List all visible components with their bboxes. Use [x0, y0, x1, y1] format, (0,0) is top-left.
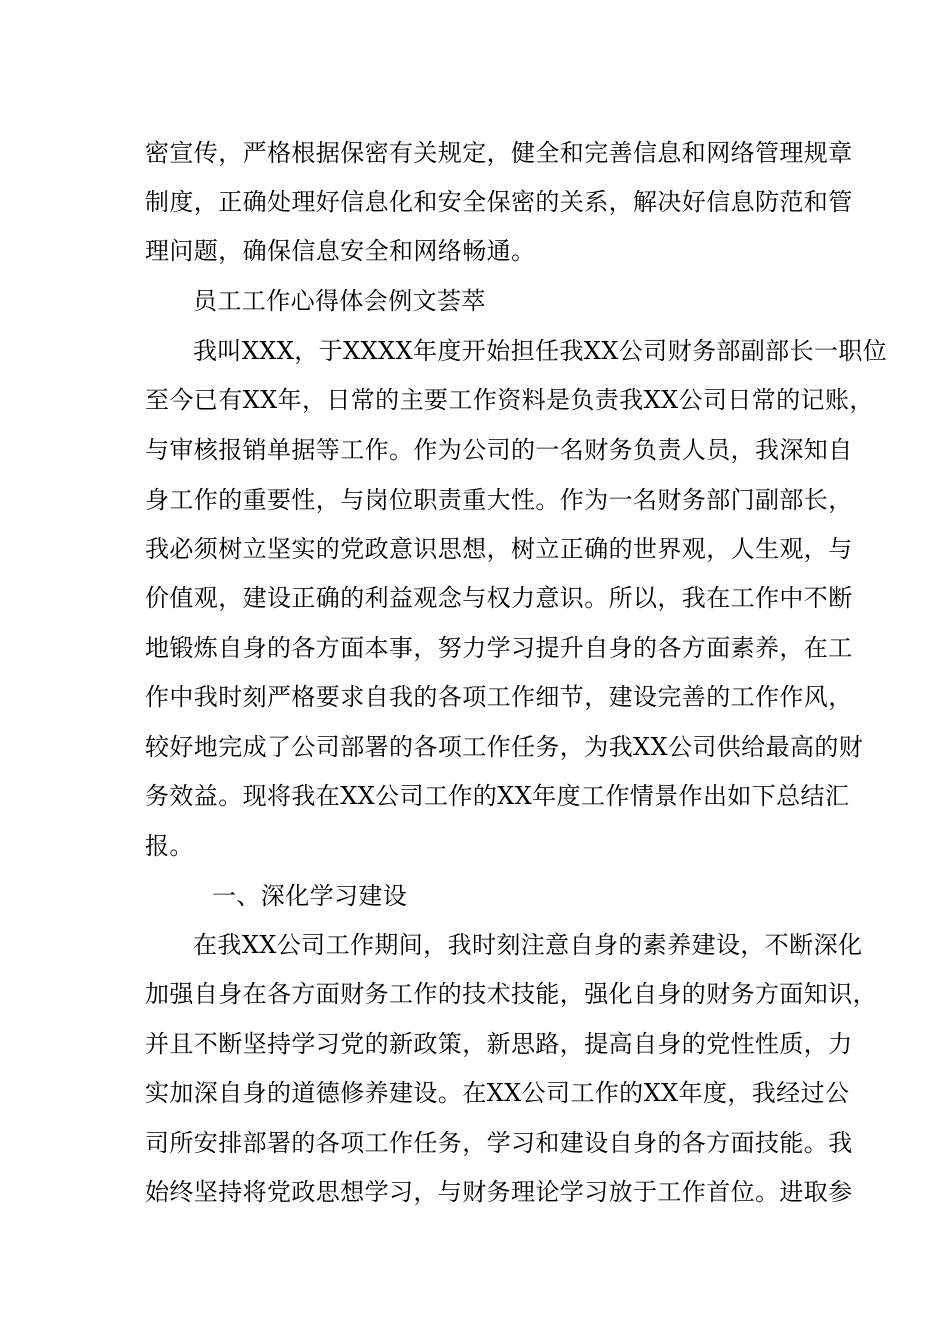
text-line: 身工作的重要性，与岗位职责重大性。作为一名财务部门副部长， [145, 486, 853, 514]
text-line: 在我XX公司工作期间，我时刻注意自身的素养建设，不断深化 [193, 931, 863, 959]
text-line: 地锻炼自身的各方面本事，努力学习提升自身的各方面素养，在工 [145, 634, 853, 662]
text-line: 司所安排部署的各项工作任务，学习和建设自身的各方面技能。我 [145, 1129, 853, 1157]
text-line: 我必须树立坚实的党政意识思想，树立正确的世界观，人生观，与 [145, 535, 853, 563]
text-line: 务效益。现将我在XX公司工作的XX年度工作情景作出如下总结汇 [145, 782, 850, 810]
text-line: 加强自身在各方面财务工作的技术技能，强化自身的财务方面知识， [145, 980, 877, 1008]
text-line: 至今已有XX年，日常的主要工作资料是负责我XX公司日常的记账， [145, 386, 874, 414]
text-line: 报。 [145, 832, 194, 860]
text-line: 密宣传，严格根据保密有关规定，健全和完善信息和网络管理规章 [145, 139, 853, 167]
text-line: 与审核报销单据等工作。作为公司的一名财务负责人员，我深知自 [145, 436, 853, 464]
text-line: 我叫XXX，于XXXX年度开始担任我XX公司财务部副部长一职位 [193, 337, 888, 365]
text-line: 始终坚持将党政思想学习，与财务理论学习放于工作首位。进取参 [145, 1178, 853, 1206]
section-heading-text: 一、深化学习建设 [212, 882, 408, 910]
text-line: 理问题，确保信息安全和网络畅通。 [145, 237, 536, 265]
text-line: 制度，正确处理好信息化和安全保密的关系，解决好信息防范和管 [145, 188, 853, 216]
text-line: 作中我时刻严格要求自我的各项工作细节，建设完善的工作作风， [145, 683, 853, 711]
text-line: 实加深自身的道德修养建设。在XX公司工作的XX年度，我经过公 [145, 1079, 850, 1107]
title-text: 员工工作心得体会例文荟萃 [193, 287, 486, 315]
text-line: 较好地完成了公司部署的各项工作任务，为我XX公司供给最高的财 [145, 733, 864, 761]
text-line: 价值观，建设正确的利益观念与权力意识。所以，我在工作中不断 [145, 584, 853, 612]
text-line: 并且不断坚持学习党的新政策，新思路，提高自身的党性性质，力 [145, 1030, 853, 1058]
